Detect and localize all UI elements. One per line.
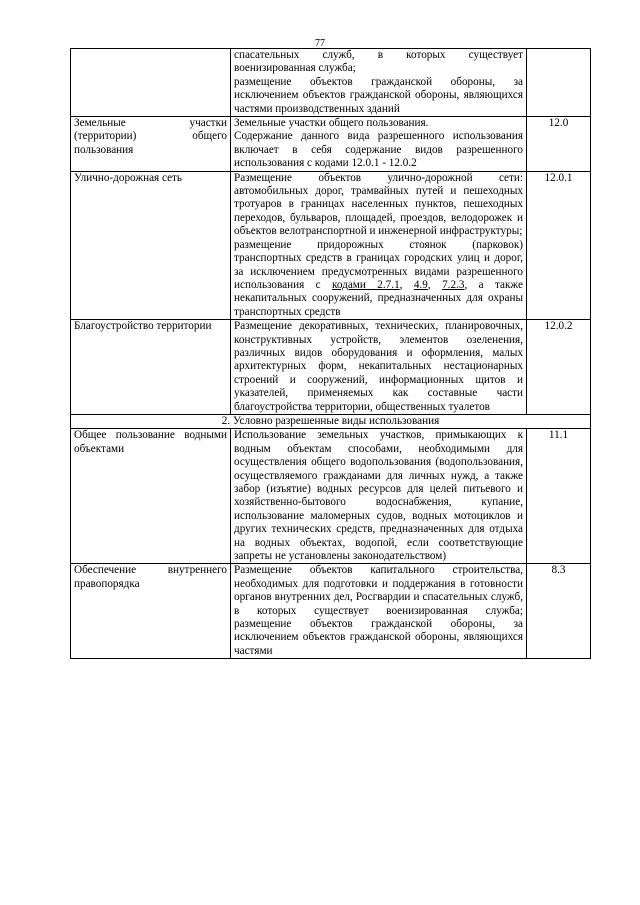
use-type-name: Земельные участки (территории) общего пользования <box>71 117 231 172</box>
separator: , <box>399 278 414 291</box>
description-line: Использование земельных участков, примыкающих к водным объектам способами, необходимыми для осуществления общего водопользования (водопользования, осуществляемого гражданами для личных нужд, а также забор (изъятие) водных ресурсов для целей питьевого и хозяйственно-бытового водоснабжения, купание, использование маломерных судов, водных мотоциклов и других технических средств, предназначенных для отдыха на водных объектах, водопой, если соответствующие запреты не установлены законодательством) <box>234 429 523 563</box>
use-description <box>231 429 527 564</box>
use-code: 8.3 <box>527 564 591 659</box>
use-code: 11.1 <box>527 429 591 564</box>
use-type-name: Общее пользование водными объектами <box>71 429 231 564</box>
use-code: 12.0.1 <box>527 171 591 319</box>
use-code <box>527 49 591 117</box>
description-line: Размещение объектов улично-дорожной сети: автомобильных дорог, трамвайных путей и пешеходных тротуаров в границах населенных пунктов, пешеходных переходов, бульваров, площадей, проездов, велодорожек и объектов велотранспортной и инженерной инфраструктуры; <box>234 171 523 238</box>
separator: , <box>427 278 443 291</box>
code-link[interactable]: кодами 2.7.1 <box>332 278 400 291</box>
use-description <box>231 564 527 659</box>
description-line: Размещение декоративных, технических, планировочных, конструктивных устройств, элементов озеленения, различных видов оборудования и оформления, малых архитектурных форм, некапитальных нестационарных строений и сооружений, информационных щитов и указателей, применяемых как составные части благоустройства территории, общественных туалетов <box>234 320 523 413</box>
use-type-name: Обеспечение внутреннего правопорядка <box>71 564 231 659</box>
description-text: размещение придорожных стоянок (парковок) транспортных средств в границах городских улиц и дорог, за исключением предусмотренных видами разрешенного использования с <box>234 238 523 291</box>
description-text: , а также некапитальных сооружений, предназначенных для охраны транспортных средств <box>234 278 523 318</box>
table-row <box>71 117 591 172</box>
use-type-name: Улично-дорожная сеть <box>71 171 231 319</box>
section-title: 2. Условно разрешенные виды использования <box>71 414 591 428</box>
use-description <box>231 320 527 415</box>
table-row <box>71 49 591 117</box>
section-header-row <box>71 414 591 428</box>
description-line: спасательных служб, в которых существует военизированная служба; <box>234 49 523 75</box>
description-line: Размещение объектов капитального строительства, необходимых для подготовки и поддержания в готовности органов внутренних дел, Росгвардии и спасательных служб, в которых существует военизированная служба; размещение объектов гражданской обороны, за исключением объектов гражданской обороны, являющихся частями <box>234 564 523 657</box>
use-description <box>231 49 527 117</box>
use-type-name <box>71 49 231 117</box>
use-description <box>231 117 527 172</box>
description-line <box>234 239 523 319</box>
description-line: размещение объектов гражданской обороны, за исключением объектов гражданской обороны, являющихся частями производственных зданий <box>234 75 523 115</box>
description-line: Содержание данного вида разрешенного использования включает в себя содержание видов разрешенного использования с кодами 12.0.1 - 12.0.2 <box>234 130 523 170</box>
land-use-table <box>70 48 591 659</box>
page-number: 77 <box>315 38 325 49</box>
code-link[interactable]: 7.2.3 <box>442 278 465 291</box>
use-description <box>231 171 527 319</box>
use-type-name: Благоустройство территории <box>71 320 231 415</box>
table-row <box>71 171 591 319</box>
table-row <box>71 429 591 564</box>
table-row <box>71 320 591 415</box>
use-code: 12.0.2 <box>527 320 591 415</box>
table-row <box>71 564 591 659</box>
description-line: Земельные участки общего пользования. <box>234 117 429 130</box>
use-code: 12.0 <box>527 117 591 172</box>
code-link[interactable]: 4.9 <box>413 278 428 291</box>
